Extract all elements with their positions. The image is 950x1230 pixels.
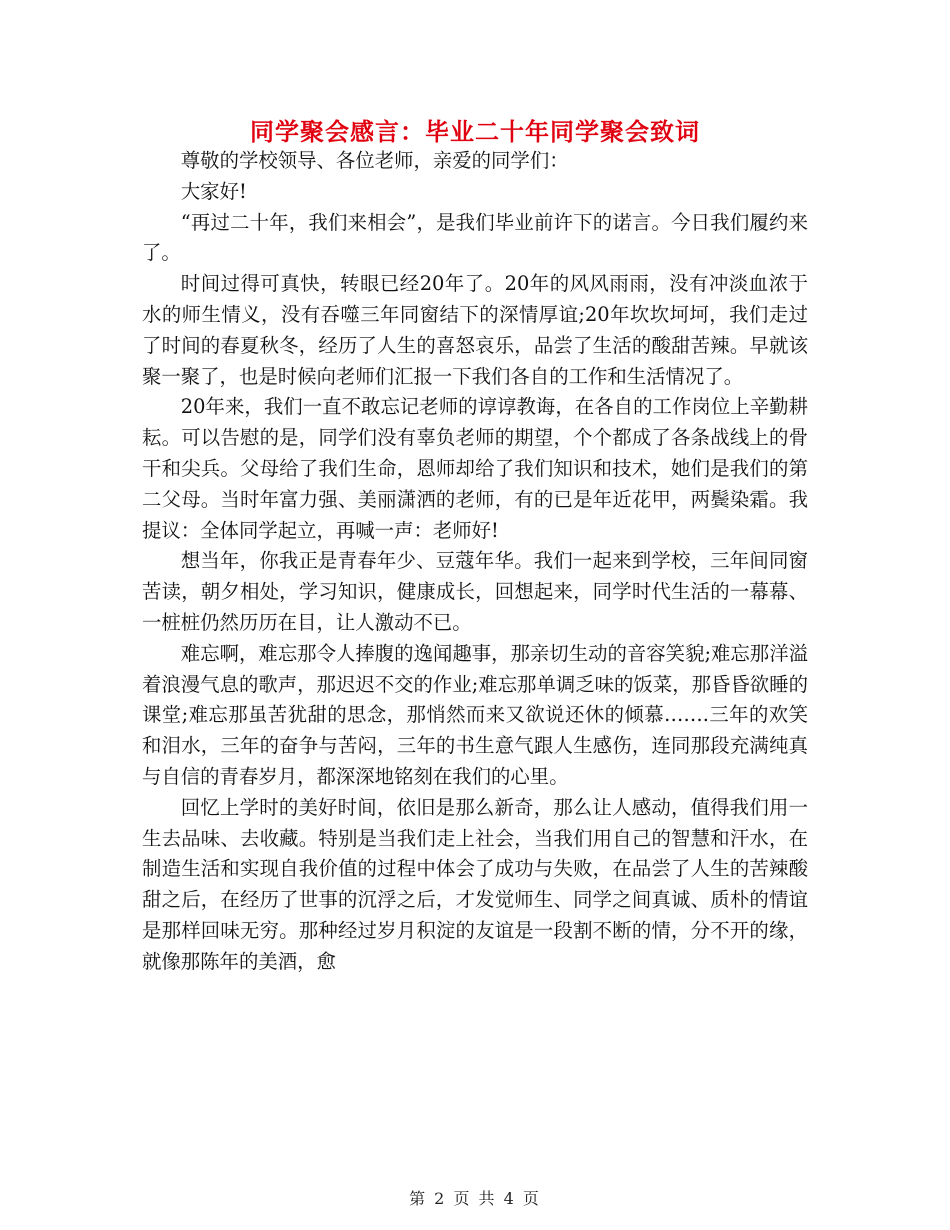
document-title: 同学聚会感言：毕业二十年同学聚会致词 (250, 118, 700, 146)
paragraph: 时间过得可真快，转眼已经20年了。20年的风风雨雨，没有冲淡血浓于水的师生情义，没有吞噬三年同窗结下的深情厚谊;20年坎坎坷坷，我们走过了时间的春夏秋冬，经历了人生的喜怒哀乐，品尝了生活的酸甜苦辣。早就该聚一聚了，也是时候向老师们汇报一下我们各自的工作和生活情况了。 (142, 272, 808, 388)
salutation: 尊敬的学校领导、各位老师，亲爱的同学们： (180, 149, 569, 172)
paragraph: “再过二十年，我们来相会”，是我们毕业前许下的诺言。今日我们履约来了。 (142, 210, 808, 265)
paragraph: 回忆上学时的美好时间，依旧是那么新奇，那么让人感动，值得我们用一生去品味、去收藏。特别是当我们走上社会，当我们用自己的智慧和汗水，在制造生活和实现自我价值的过程中体会了成功与失败，在品尝了人生的苦辣酸甜之后，在经历了世事的沉浮之后，才发觉师生、同学之间真诚、质朴的情谊是那样回味无穷。那种经过岁月积淀的友谊是一段割不断的情，分不开的缘，就像那陈年的美酒，愈 (142, 795, 808, 973)
paragraph: 20年来，我们一直不敢忘记老师的谆谆教诲，在各自的工作岗位上辛勤耕耘。可以告慰的是，同学们没有辜负老师的期望，个个都成了各条战线上的骨干和尖兵。父母给了我们生命，恩师却给了我们知识和技术，她们是我们的第二父母。当时年富力强、美丽潇洒的老师，有的已是年近花甲，两鬓染霜。我提议：全体同学起立，再喊一声：老师好! (142, 395, 808, 542)
page-number-footer: 第 2 页 共 4 页 (409, 1189, 541, 1208)
greeting: 大家好! (180, 179, 247, 203)
paragraph: 想当年，你我正是青春年少、豆蔻年华。我们一起来到学校，三年间同窗苦读，朝夕相处，学习知识，健康成长，回想起来，同学时代生活的一幕幕、一桩桩仍然历历在目，让人激动不已。 (142, 549, 808, 634)
document-body (142, 146, 808, 978)
paragraph: 难忘啊，难忘那令人捧腹的逸闻趣事，那亲切生动的音容笑貌;难忘那洋溢着浪漫气息的歌声，那迟迟不交的作业;难忘那单调乏味的饭菜，那昏昏欲睡的课堂;难忘那虽苦犹甜的思念，那悄然而来又欲说还休的倾慕…….三年的欢笑和泪水，三年的奋争与苦闷，三年的书生意气跟人生感伤，连同那段充满纯真与自信的青春岁月，都深深地铭刻在我们的心里。 (142, 641, 808, 788)
